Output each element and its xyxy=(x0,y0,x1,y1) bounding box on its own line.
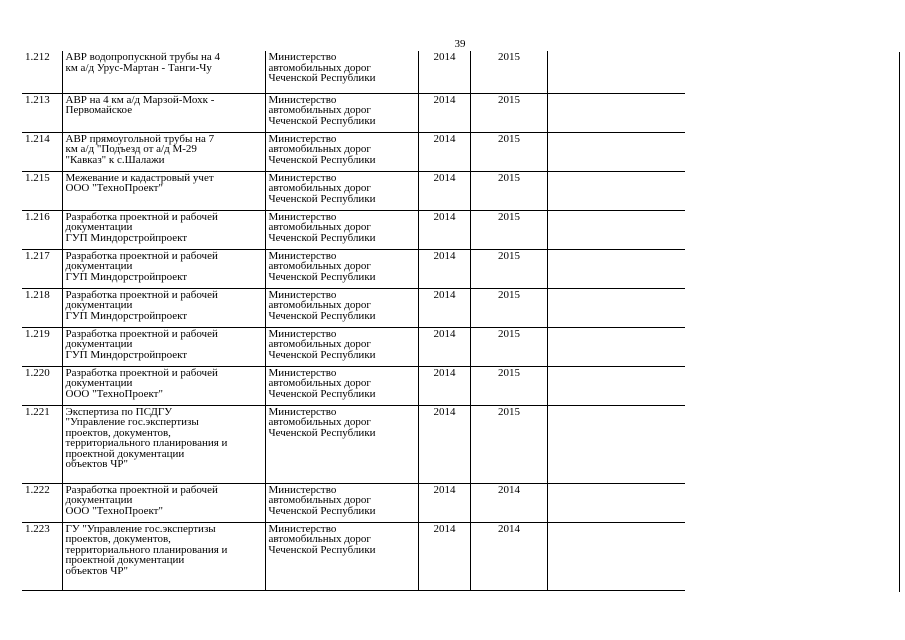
empty-cell xyxy=(547,210,685,249)
end-year: 2015 xyxy=(470,405,547,483)
work-name: Разработка проектной и рабочей документации ООО "ТехноПроект" xyxy=(62,483,265,522)
responsible-org: Министерство автомобильных дорог Чеченской Республики xyxy=(265,483,418,522)
table-row xyxy=(22,327,685,366)
empty-cell xyxy=(547,288,685,327)
work-name: АВР на 4 км а/д Марзой-Мохк - Первомайское xyxy=(62,93,265,132)
row-number: 1.212 xyxy=(25,51,50,63)
start-year: 2014 xyxy=(418,405,470,483)
empty-cell xyxy=(547,405,685,483)
start-year: 2014 xyxy=(418,288,470,327)
responsible-org: Министерство автомобильных дорог Чеченской Республики xyxy=(265,51,418,93)
empty-cell xyxy=(547,366,685,405)
empty-cell xyxy=(547,93,685,132)
table-row xyxy=(22,93,685,132)
work-name: ГУ "Управление гос.экспертизы проектов, документов, территориального планирования и проектной документации объектов ЧР" xyxy=(62,522,265,590)
end-year: 2015 xyxy=(470,132,547,171)
start-year: 2014 xyxy=(418,327,470,366)
end-year: 2015 xyxy=(470,51,547,93)
table-row xyxy=(22,288,685,327)
responsible-org: Министерство автомобильных дорог Чеченской Республики xyxy=(265,132,418,171)
end-year: 2015 xyxy=(470,366,547,405)
end-year: 2014 xyxy=(470,483,547,522)
table-row xyxy=(22,405,685,483)
table-row xyxy=(22,51,685,93)
responsible-org: Министерство автомобильных дорог Чеченской Республики xyxy=(265,405,418,483)
end-year: 2015 xyxy=(470,288,547,327)
row-number: 1.217 xyxy=(22,249,62,288)
row-number: 1.213 xyxy=(22,93,62,132)
start-year: 2014 xyxy=(418,366,470,405)
table-row xyxy=(22,366,685,405)
table-row xyxy=(22,522,685,590)
table-row xyxy=(22,210,685,249)
start-year: 2014 xyxy=(418,522,470,590)
empty-cell xyxy=(547,522,685,590)
table-row xyxy=(22,483,685,522)
responsible-org: Министерство автомобильных дорог Чеченской Республики xyxy=(265,210,418,249)
row-number: 1.215 xyxy=(22,171,62,210)
responsible-org: Министерство автомобильных дорог Чеченской Республики xyxy=(265,171,418,210)
row-number: 1.221 xyxy=(22,405,62,483)
responsible-org: Министерство автомобильных дорог Чеченской Республики xyxy=(265,327,418,366)
empty-cell xyxy=(547,171,685,210)
start-year: 2014 xyxy=(418,132,470,171)
program-table xyxy=(22,51,685,591)
empty-cell xyxy=(547,249,685,288)
responsible-org: Министерство автомобильных дорог Чеченской Республики xyxy=(265,522,418,590)
row-number: 1.219 xyxy=(22,327,62,366)
page-number: 39 xyxy=(454,38,466,50)
end-year: 2015 xyxy=(470,93,547,132)
empty-cell xyxy=(547,327,685,366)
table-row xyxy=(22,249,685,288)
table-row xyxy=(22,171,685,210)
empty-cell xyxy=(547,483,685,522)
end-year: 2015 xyxy=(470,249,547,288)
end-year: 2015 xyxy=(470,210,547,249)
start-year: 2014 xyxy=(418,171,470,210)
work-name: Разработка проектной и рабочей документации ГУП Миндорстройпроект xyxy=(62,288,265,327)
empty-cell xyxy=(547,51,685,93)
responsible-org: Министерство автомобильных дорог Чеченской Республики xyxy=(265,249,418,288)
right-border-line xyxy=(899,52,900,592)
work-name: Разработка проектной и рабочей документации ГУП Миндорстройпроект xyxy=(62,327,265,366)
row-number: 1.223 xyxy=(22,522,62,590)
work-name: Экспертиза по ПСДГУ "Управление гос.экспертизы проектов, документов, территориального планирования и проектной документации объектов ЧР" xyxy=(62,405,265,483)
work-name: Разработка проектной и рабочей документации ГУП Миндорстройпроект xyxy=(62,249,265,288)
table-row xyxy=(22,132,685,171)
responsible-org: Министерство автомобильных дорог Чеченской Республики xyxy=(265,288,418,327)
work-name: Межевание и кадастровый учет ООО "ТехноПроект" xyxy=(62,171,265,210)
start-year: 2014 xyxy=(418,483,470,522)
row-number: 1.216 xyxy=(22,210,62,249)
row-number: 1.220 xyxy=(22,366,62,405)
row-number: 1.214 xyxy=(22,132,62,171)
empty-cell xyxy=(547,132,685,171)
end-year: 2014 xyxy=(470,522,547,590)
start-year: 2014 xyxy=(418,249,470,288)
work-name: АВР прямоугольной трубы на 7 км а/д "Подъезд от а/д М-29 "Кавказ" к с.Шалажи xyxy=(62,132,265,171)
start-year: 2014 xyxy=(418,210,470,249)
work-name: Разработка проектной и рабочей документации ГУП Миндорстройпроект xyxy=(62,210,265,249)
work-name: Разработка проектной и рабочей документации ООО "ТехноПроект" xyxy=(62,366,265,405)
work-name: АВР водопропускной трубы на 4 км а/д Урус-Мартан - Танги-Чу xyxy=(62,51,265,93)
end-year: 2015 xyxy=(470,327,547,366)
row-number: 1.222 xyxy=(22,483,62,522)
end-year: 2015 xyxy=(470,171,547,210)
responsible-org: Министерство автомобильных дорог Чеченской Республики xyxy=(265,93,418,132)
row-number: 1.218 xyxy=(22,288,62,327)
start-year: 2014 xyxy=(418,93,470,132)
responsible-org: Министерство автомобильных дорог Чеченской Республики xyxy=(265,366,418,405)
start-year: 2014 xyxy=(418,51,470,93)
